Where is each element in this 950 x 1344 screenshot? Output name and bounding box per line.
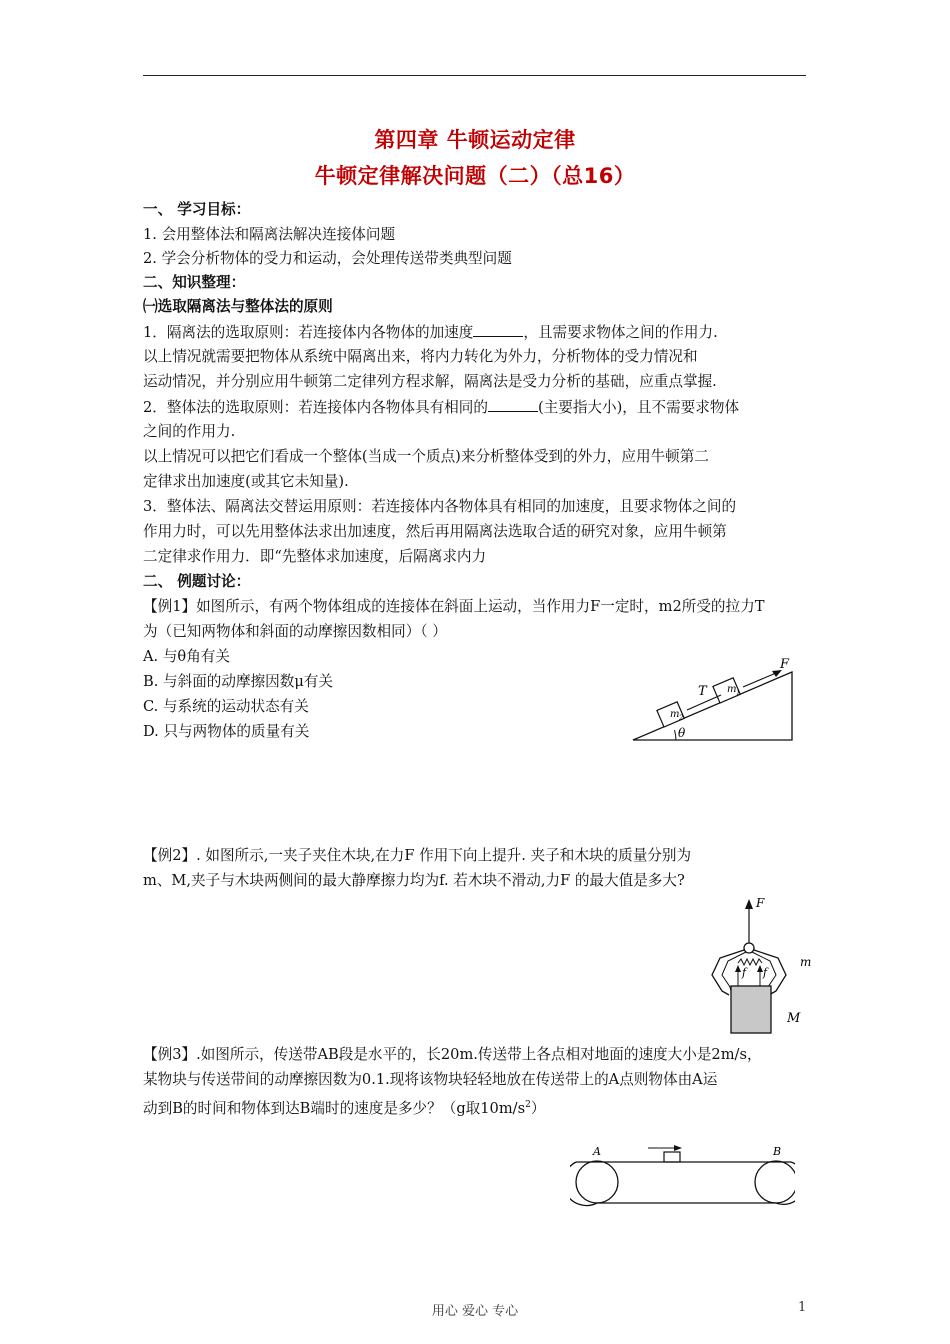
principle-3-cont: 作用力时，可以先用整体法求出加速度，然后再用隔离法选取合适的研究对象，应用牛顿第 (143, 523, 727, 540)
velocity-arrowhead (674, 1145, 682, 1151)
clamp-label-f-right: f (763, 966, 768, 979)
clamp-label-m: m (800, 955, 812, 969)
option-a: A. 与θ角有关 (143, 648, 230, 665)
clamp-label-f-left: f (742, 966, 747, 979)
option-d: D. 只与两物体的质量有关 (143, 723, 310, 740)
principle-3-cont: 二定律求作用力．即“先整体求加速度，后隔离求内力 (143, 548, 487, 565)
principle-2-text-b: (主要指大小)，且不需要求物体 (537, 399, 740, 416)
force-arrow (743, 673, 776, 687)
label-B: B (773, 1145, 782, 1158)
example-3-text: 【例3】.如图所示，传送带AB段是水平的，长20m.传送带上各点相对地面的速度大小是2m/s， (143, 1046, 762, 1063)
clamp-label-F: F (756, 896, 765, 910)
principle-2-cont: 定律求出加速度(或其它未知量). (143, 473, 349, 490)
pulley-left (576, 1161, 618, 1203)
goals-heading: 一、 学习目标： (143, 201, 251, 218)
principle-1-text-a: 1．隔离法的选取原则：若连接体内各物体的加速度 (143, 324, 474, 341)
chapter-title: 第四章 牛顿运动定律 (374, 128, 576, 152)
principle-1-cont: 以上情况就需要把物体从系统中隔离出来，将内力转化为外力，分析物体的受力情况和 (143, 348, 698, 365)
option-b: B. 与斜面的动摩擦因数μ有关 (143, 673, 334, 690)
incline-triangle (633, 672, 792, 740)
fill-blank (473, 322, 523, 337)
conveyor-figure (570, 1140, 795, 1210)
label-m1-sub: 1 (736, 689, 741, 697)
friction-arrowhead-left (735, 965, 741, 972)
superscript: 2 (525, 1100, 531, 1110)
theta-arc (675, 730, 677, 740)
example-3-text-b: ） (530, 1099, 546, 1117)
example-3-text (143, 1095, 545, 1119)
principle-1 (143, 322, 718, 343)
goal-item: 2. 学会分析物体的受力和运动，会处理传送带类典型问题 (143, 250, 512, 267)
principle-3: 3．整体法、隔离法交替运用原则：若连接体内各物体具有相同的加速度，且要求物体之间的 (143, 498, 737, 515)
example-2-text: m、M,夹子与木块两侧间的最大静摩擦力均为f. 若木块不滑动,力F 的最大值是多大? (143, 872, 685, 889)
principle-1-cont: 运动情况，并分别应用牛顿第二定律列方程求解，隔离法是受力分析的基础，应重点掌握. (143, 373, 717, 390)
principle-2-cont: 之间的作用力. (143, 423, 236, 440)
label-m2: m (670, 709, 680, 720)
principle-1-text-b: ，且需要求物体之间的作用力. (523, 324, 718, 341)
clamp-force-arrowhead (745, 899, 753, 909)
pulley-right (755, 1161, 795, 1203)
option-c: C. 与系统的运动状态有关 (143, 698, 309, 715)
header-rule (143, 75, 806, 76)
knowledge-heading: 二、知识整理： (143, 274, 246, 291)
page-number: 1 (798, 1300, 807, 1315)
page-footer: 用心 爱心 专心 (431, 1304, 519, 1319)
example-1-text: 【例1】如图所示，有两个物体组成的连接体在斜面上运动，当作用力F一定时，m2所受的拉力T (143, 598, 765, 615)
clamp-figure (700, 893, 820, 1041)
clamp-label-M: M (787, 1011, 801, 1026)
goal-item: 1. 会用整体法和隔离法解决连接体问题 (143, 226, 396, 243)
knowledge-subheading: ㈠选取隔离法与整体法的原则 (143, 298, 333, 315)
label-m2-sub: 2 (679, 714, 684, 722)
wood-block (731, 986, 771, 1033)
principle-2-cont: 以上情况可以把它们看成一个整体(当成一个质点)来分析整体受到的外力，应用牛顿第二 (143, 448, 709, 465)
belt-block (664, 1152, 680, 1162)
clamp-pivot (744, 943, 754, 953)
examples-heading: 二、 例题讨论： (143, 573, 251, 590)
example-3-text: 某物块与传送带间的动摩擦因数为0.1.现将该物块轻轻地放在传送带上的A点则物体由A运 (143, 1071, 718, 1088)
lesson-title: 牛顿定律解决问题（二）（总16） (314, 164, 636, 188)
principle-2-text-a: 2．整体法的选取原则：若连接体内各物体具有相同的 (143, 399, 488, 416)
label-theta: θ (678, 726, 686, 740)
fill-blank (488, 397, 538, 412)
principle-2 (143, 397, 739, 418)
incline-figure (630, 655, 805, 745)
label-m1: m (727, 684, 737, 695)
label-F: F (780, 657, 790, 672)
example-2-text: 【例2】. 如图所示,一夹子夹住木块,在力F 作用下向上提升. 夹子和木块的质量分别为 (143, 847, 692, 864)
example-1-text: 为（已知两物体和斜面的动摩擦因数相同）（ ） (143, 623, 447, 640)
label-T: T (698, 684, 707, 699)
label-A: A (593, 1145, 601, 1158)
example-3-text-a: 动到B的时间和物体到达B端时的速度是多少？（g取10m/s (143, 1099, 526, 1117)
clamp-spring (738, 959, 762, 965)
